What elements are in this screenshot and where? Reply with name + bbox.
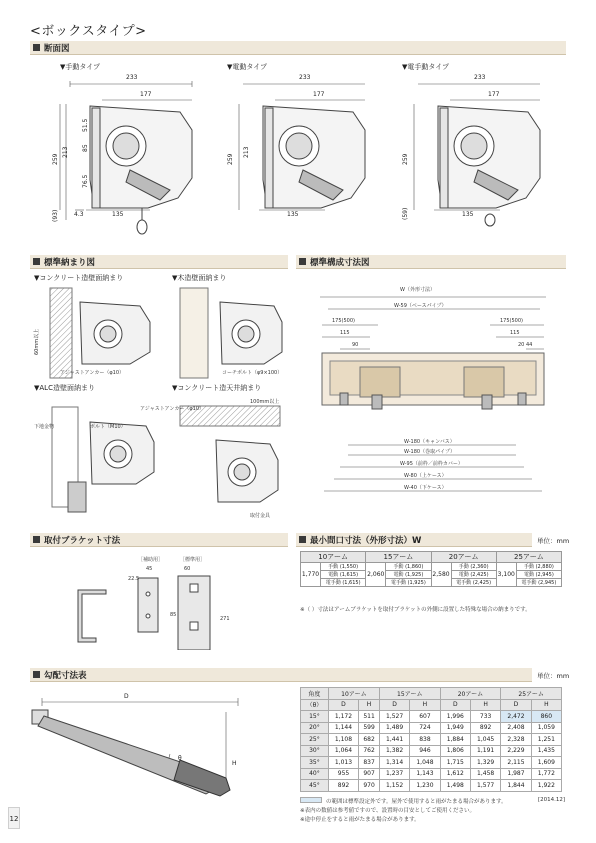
install-label-a: ▼コンクリート造壁面納まり — [34, 274, 124, 282]
section-header-kosei: 標準構成寸法図 — [296, 255, 566, 269]
page-title: <ボックスタイプ> — [30, 24, 147, 39]
type-label: ▼手動タイプ — [60, 63, 101, 71]
square-icon — [33, 44, 40, 51]
table-row: 45° 892 970 1,152 1,230 1,498 1,577 1,844 1,922 — [301, 780, 562, 792]
table-row: 35° 1,013 837 1,314 1,048 1,715 1,329 2,115 1,609 — [301, 757, 562, 769]
square-icon — [33, 258, 40, 265]
cross-section-manual: ▼手動タイプ 233 177 135 4.3 259 213 85 76.5 51.5 (93) — [30, 60, 200, 235]
square-icon — [299, 536, 306, 543]
section-header-dansen: 断面図 — [30, 41, 566, 55]
cross-section-electric: ▼電動タイプ 233 177 135 259 213 — [215, 60, 385, 235]
unit-label: 単位：mm — [537, 672, 570, 680]
install-label-b: ▼木造壁面納まり — [172, 274, 227, 282]
type-label: ▼電手動タイプ — [402, 63, 450, 71]
pitch-diagram — [30, 686, 290, 806]
section-header-saishou: 最小間口寸法（外形寸法）W — [296, 533, 532, 547]
unit-label: 単位：mm — [537, 537, 570, 545]
section-header-koubai: 勾配寸法表 — [30, 668, 532, 682]
min-width-table: 10アーム 15アーム 20アーム 25アーム 1,770 手動 (1,550) 2,060 手動 (1,860) 2,580 手動 (2,360) 3,100 手動 (2,880) 電動 (1,615) 電動 (1,925) 電動 (2,425) 電動 (2,945) 電手動 (1,615) 電手動 (1,925) 電手動 (2,425) 電手動 (2,945) — [300, 551, 562, 587]
square-icon — [299, 258, 306, 265]
install-label-d: ▼コンクリート造天井納まり — [172, 384, 262, 392]
section-header-bracket: 取付ブラケット寸法 — [30, 533, 288, 547]
square-icon — [33, 536, 40, 543]
table-row: 40° 955 907 1,237 1,143 1,612 1,458 1,987 1,772 — [301, 768, 562, 780]
pitch-table: 角度 10アーム 15アーム 20アーム 25アーム （θ） D H D H D H D H 15° 1,172 511 1,527 607 1,996 733 2,472 860 20° 1,144 599 1,489 724 1,949 892 2,408 1,059 25° 1,108 682 1,441 838 1,884 1,045 2,328 1,251 30° 1,064 762 1,382 946 1,806 1,191 2,229 1,435 35° 1,013 837 1,314 1,048 1,715 1,329 2,115 1,609 40° 955 907 1,237 1,143 1,612 1,458 1,987 1,772 45° 892 970 1,152 1,230 1,498 1,577 1,844 1,922 — [300, 687, 562, 792]
table-row: 30° 1,064 762 1,382 946 1,806 1,191 2,229 1,435 — [301, 745, 562, 757]
config-drawing — [300, 275, 566, 505]
bracket-drawing — [30, 550, 290, 650]
section-header-osamari: 標準納まり図 — [30, 255, 288, 269]
table-row: 20° 1,144 599 1,489 724 1,949 892 2,408 1,059 — [301, 722, 562, 734]
legend-swatch — [300, 797, 322, 803]
table-row: 25° 1,108 682 1,441 838 1,884 1,045 2,328 1,251 — [301, 734, 562, 746]
cross-section-dual: ▼電手動タイプ 233 177 135 259 (59) — [390, 60, 560, 235]
type-label: ▼電動タイプ — [227, 63, 268, 71]
square-icon — [33, 671, 40, 678]
table-row: 15° 1,172 511 1,527 607 1,996 733 2,472 860 — [301, 711, 562, 723]
min-width-note: ※（ ）寸法はアームブラケットを取付ブラケットの外側に設置した特殊な場合の納まりです。 — [300, 607, 531, 613]
page-number: 12 — [8, 807, 20, 829]
install-label-c: ▼ALC造壁面納まり — [34, 384, 95, 392]
